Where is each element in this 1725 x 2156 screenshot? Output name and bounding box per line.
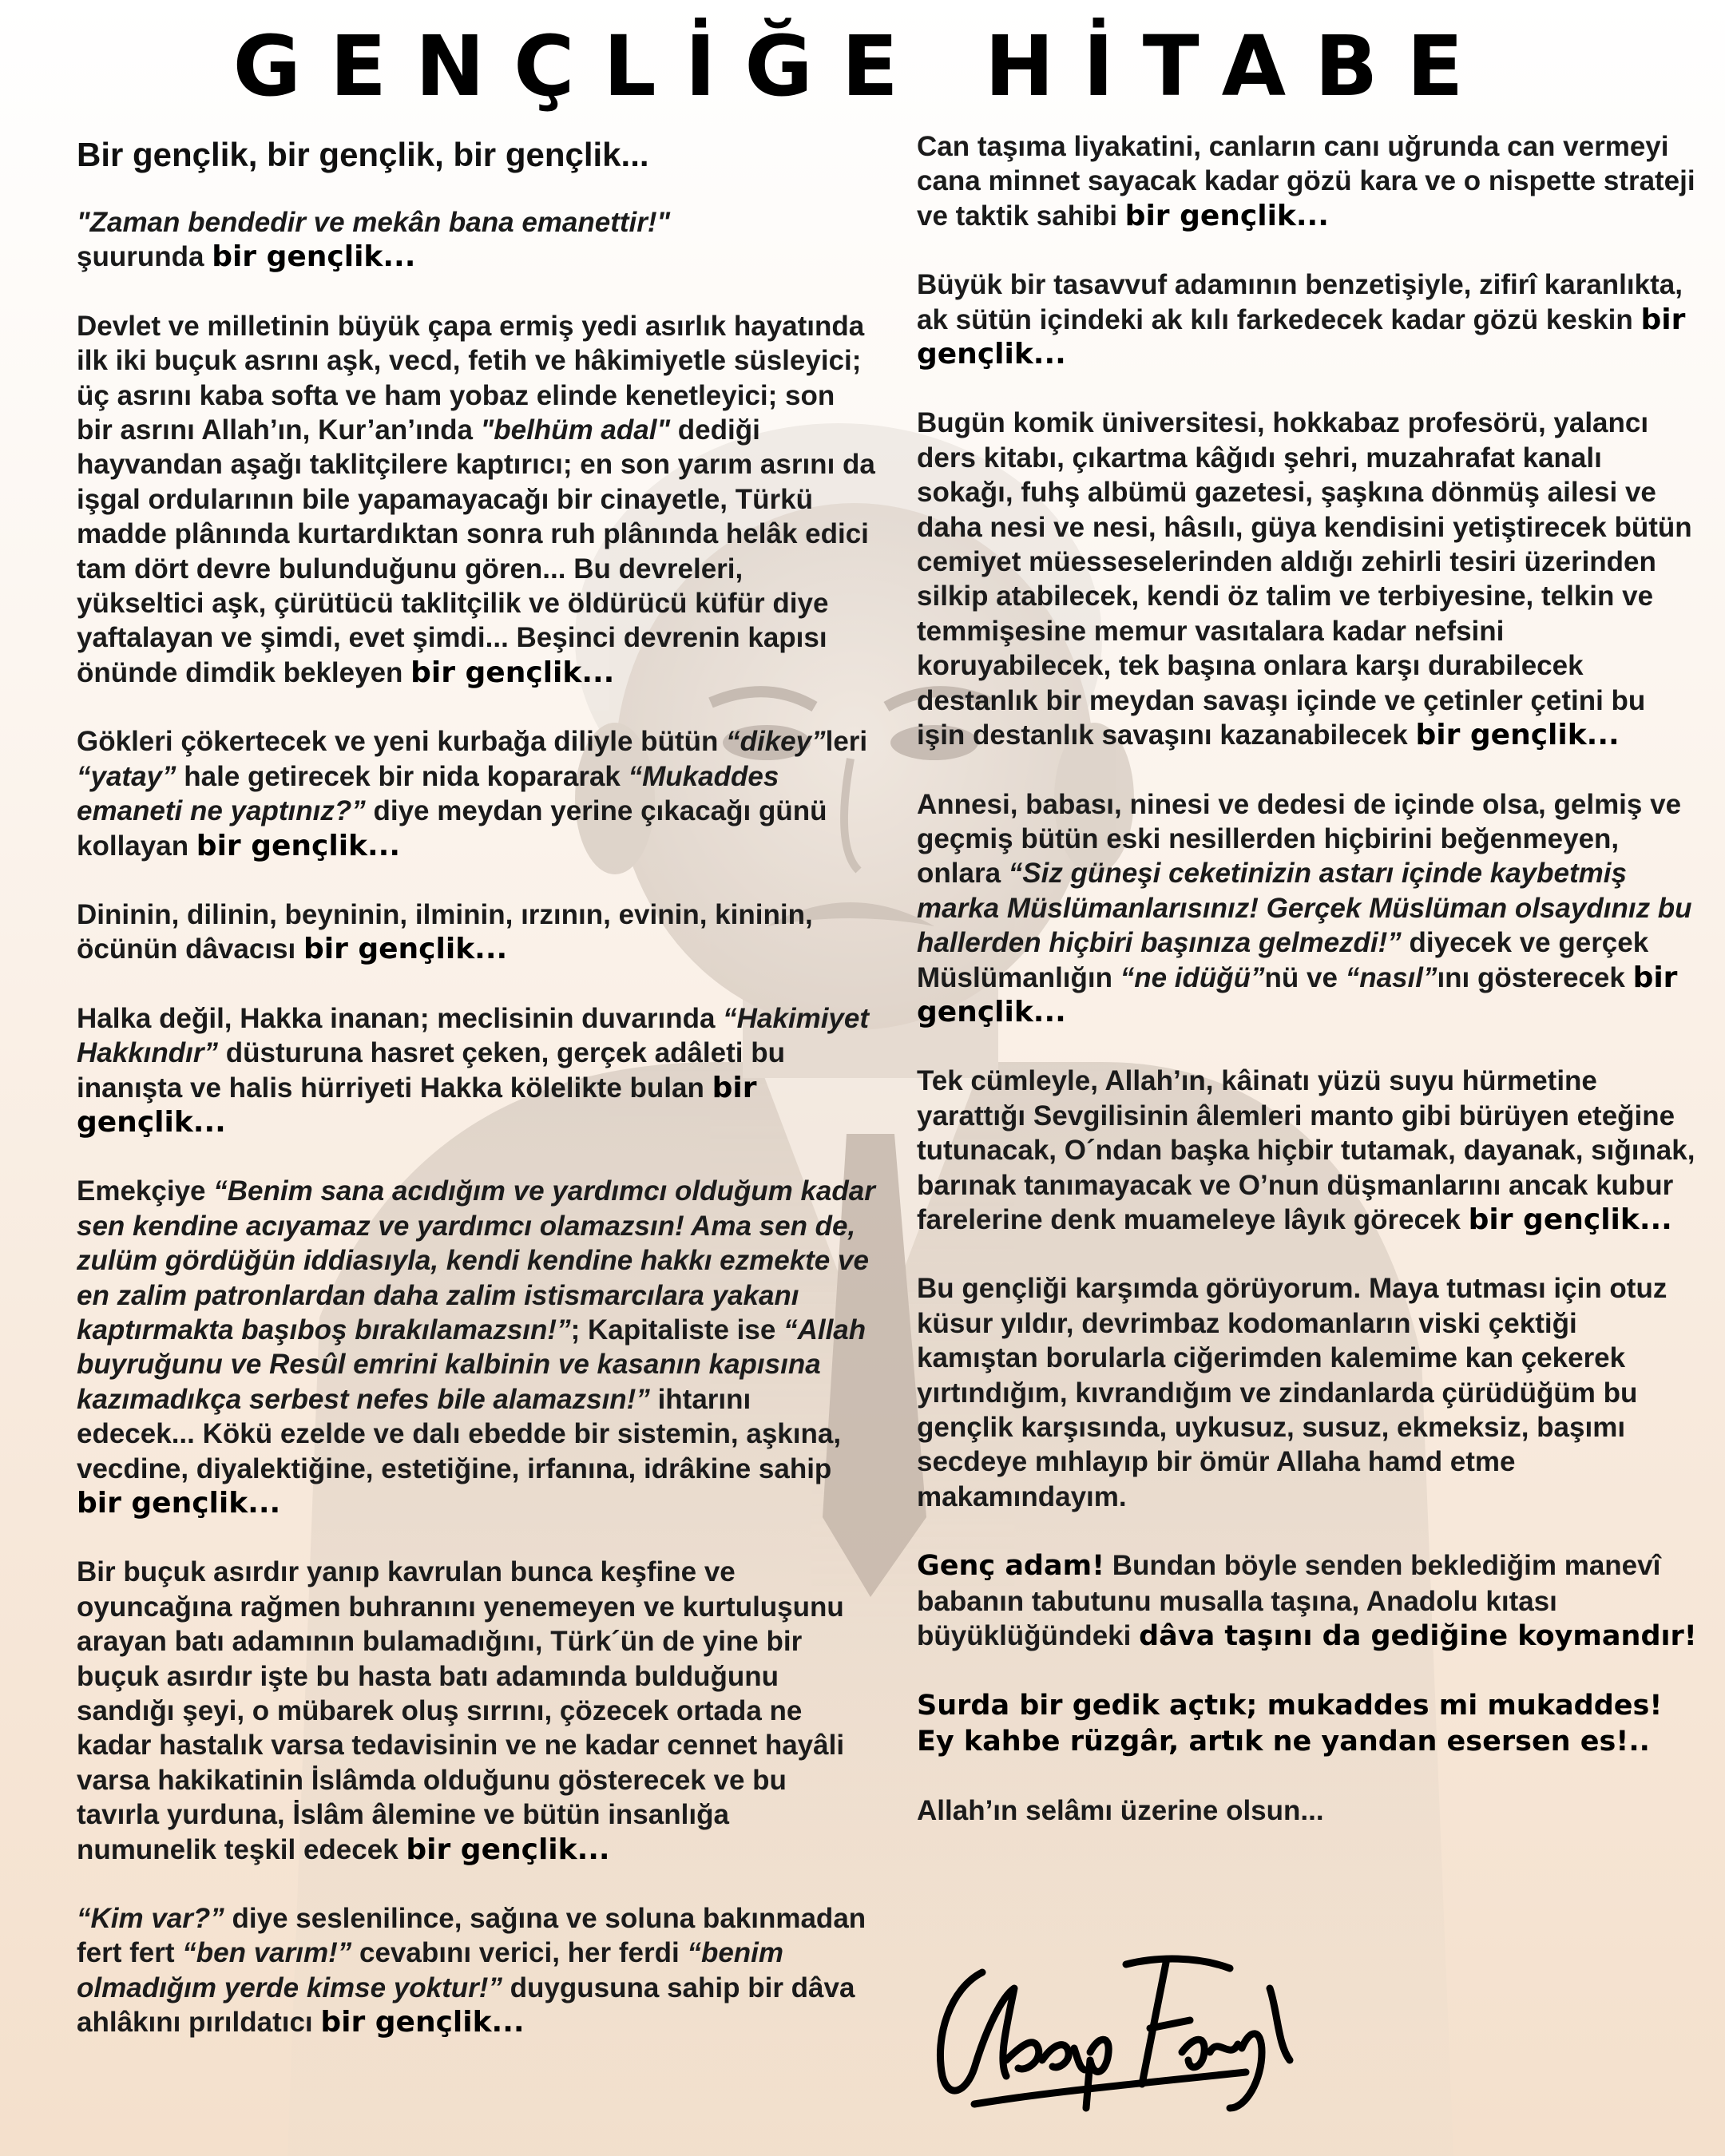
- paragraph-surda: [917, 1688, 1699, 1759]
- right-column: [917, 129, 1699, 1863]
- body-text: Tek cümleyle, Allah’ın, kâinatı yüzü suyu hürmetine yarattığı Sevgilisinin âlemleri manto gibi bürüyen eteğine tutunacak, O´ndan başka hiçbir tutamak, dayanak, sığınak, barınak tanımayacak ve O’nun düşmanlarını ancak kubur farelerine denk muameleye lâyık görecek: [917, 1065, 1695, 1235]
- body-text: diyecek ve gerçek Müslümanlığın: [917, 927, 1649, 993]
- emphasis-text: dâva taşını da gediğine koymandır!: [1139, 1620, 1697, 1653]
- refrain-bir-genclik: bir gençlik...: [1468, 1203, 1672, 1236]
- refrain-bir-genclik: bir gençlik...: [77, 1487, 281, 1520]
- paragraph-selam: [917, 1793, 1699, 1828]
- lead-line: Bir gençlik, bir gençlik, bir gençlik...: [77, 136, 649, 173]
- paragraph-tasavvuf: [917, 268, 1699, 371]
- body-text: ını gösterecek: [1437, 961, 1633, 993]
- refrain-bir-genclik: bir gençlik...: [320, 2006, 525, 2039]
- quote-text: “Benim sana acıdığım ve yardımcı olduğum kadar sen kendine acıyamaz ve yardımcı olamazsın! Ama sen de, zulüm gördüğün iddiasıyla, kendi kendine hakkı ezmekte ve en zalim patronlardan daha zalim istismarcılara yakanı kaptırmakta başıboş bırakılamazsın!”: [77, 1175, 875, 1346]
- quote-text: “ben varım!”: [182, 1937, 352, 1969]
- refrain-bir-genclik: bir gençlik...: [917, 961, 1678, 1028]
- paragraph-tek-cumleyle: [917, 1064, 1699, 1237]
- paragraph-halka: [77, 1001, 875, 1140]
- quote-text: “Mukaddes emaneti ne yaptınız?”: [77, 760, 779, 827]
- page-title: GENÇLİĞE HİTABE: [232, 18, 1493, 115]
- quote-text: “ne idüğü”: [1120, 961, 1265, 993]
- paragraph-devlet: [77, 309, 875, 690]
- quote-text: “yatay”: [77, 760, 176, 792]
- body-text: Can taşıma liyakatini, canların canı uğrunda can vermeyi cana minnet sayacak kadar gözü kara ve o nispette strateji ve taktik sahibi: [917, 131, 1695, 232]
- signature-image: [926, 1940, 1302, 2116]
- refrain-bir-genclik: bir gençlik...: [196, 829, 400, 862]
- body-text: Büyük bir tasavvuf adamının benzetişiyle, zifirî karanlıkta, ak sütün içindeki ak kılı farkedecek kadar gözü keskin: [917, 269, 1683, 335]
- quote-text: “Hakimiyet Hakkındır”: [77, 1002, 870, 1069]
- emphasis-text: Genç adam!: [917, 1550, 1105, 1583]
- paragraph-bugun: [917, 406, 1699, 752]
- quote-text: “benim olmadığım yerde kimse yoktur!”: [77, 1937, 784, 2003]
- body-text: şuurunda: [77, 241, 212, 273]
- paragraph-can-tasima: [917, 129, 1699, 233]
- paragraph-genc-adam: [917, 1548, 1699, 1654]
- refrain-bir-genclik: bir gençlik...: [77, 1071, 757, 1139]
- body-text: Bundan böyle senden beklediğim manevî babanın tabutunu musalla taşına, Anadolu kıtası büyüklüğündeki: [917, 1550, 1661, 1652]
- verse-line: Surda bir gedik açtık; mukaddes mi mukaddes!: [917, 1690, 1663, 1722]
- body-text: düsturuna hasret çeken, gerçek adâleti bu inanışta ve halis hürriyeti Hakka kölelikte bulan: [77, 1037, 785, 1104]
- body-text: ; Kapitaliste ise: [570, 1314, 784, 1346]
- paragraph-emekciye: [77, 1174, 875, 1520]
- body-text: Halka değil, Hakka inanan; meclisinin duvarında: [77, 1002, 724, 1034]
- body-text: duygusuna sahip bir dâva ahlâkını pırıldatıcı: [77, 1972, 855, 2039]
- refrain-bir-genclik: bir gençlik...: [303, 933, 508, 966]
- body-text: Bugün komik üniversitesi, hokkabaz profesörü, yalancı ders kitabı, çıkartma kâğıdı şehri, muzahrafat kanalı sokağı, fuhş albümü gazetesi, şaşkına dönmüş ailesi ve daha nesi ve nesi, hâsılı, güya kendisini yetiştirecek bütün cemiyet müesseselerinden aldığı zehirli tesiri üzerinden silkip atabilecek, kendi öz talim ve terbiyesine, telkin ve temmişesine memur vasıtalara kadar nefsini koruyabilecek, tek başına onlara karşı durabilecek destanlık bir meydan savaşı içinde ve çetinler çetini bu işin destanlık savaşını kazanabilecek: [917, 407, 1692, 751]
- body-text: Allah’ın selâmı üzerine olsun...: [917, 1795, 1324, 1827]
- paragraph-zaman: [77, 205, 875, 275]
- paragraph-annesi: [917, 787, 1699, 1030]
- body-text: diye meydan yerine çıkacağı günü kollayan: [77, 795, 827, 862]
- quote-text: “nasıl”: [1345, 961, 1438, 993]
- body-text: nü ve: [1264, 961, 1346, 993]
- refrain-bir-genclik: bir gençlik...: [1124, 199, 1329, 232]
- body-text: Emekçiye: [77, 1175, 214, 1207]
- quote-text: "Zaman bendedir ve mekân bana emanettir!": [77, 207, 671, 238]
- body-text: Dininin, dilinin, beyninin, ilminin, ırzının, evinin, kininin, öcünün dâvacısı: [77, 898, 813, 965]
- paragraph-kim-var: [77, 1901, 875, 2040]
- body-text: hale getirecek bir nida kopararak: [176, 760, 629, 792]
- body-text: diye seslenilince, sağına ve soluna bakınmadan fert fert: [77, 1903, 866, 1969]
- quote-text: “Kim var?”: [77, 1903, 224, 1935]
- quote-text: “Siz güneşi ceketinizin astarı içinde kaybetmiş marka Müslümanlarısınız! Gerçek Müslüman olsaydınız bu hallerden hiçbiri başınıza gelmezdi!”: [917, 858, 1692, 959]
- paragraph-dininin: [77, 898, 875, 967]
- paragraph-bir-bucuk: [77, 1555, 875, 1867]
- quote-text: “dikey”: [726, 726, 826, 758]
- body-text: leri: [825, 726, 868, 758]
- paragraph-bu-gencligi: [917, 1271, 1699, 1514]
- body-text: Annesi, babası, ninesi ve dedesi de içinde olsa, gelmiş ve geçmiş bütün eski nesillerden hiçbirini beğenmeyen, onlara: [917, 788, 1682, 890]
- refrain-bir-genclik: bir gençlik...: [406, 1833, 610, 1866]
- verse-line: Ey kahbe rüzgâr, artık ne yandan esersen es!..: [917, 1725, 1650, 1758]
- refrain-bir-genclik: bir gençlik...: [410, 656, 615, 689]
- quote-text: "belhüm adal": [480, 414, 671, 446]
- refrain-bir-genclik: bir gençlik...: [212, 240, 416, 274]
- body-text: dediği hayvandan aşağı taklitçilere kaptırıcı; en son yarım asrını da işgal ordularının bile yapamayacağı bir cinayetle, Türkü madde plânında kurtardıktan sonra ruh plânında helâk edici tam dört devre bulunduğunu gören... Bu devreleri, yükseltici aşk, çürütücü taklitçilik ve öldürücü küfür diye yaftalayan ve şimdi, evet şimdi... Beşinci devrenin kapısı önünde dimdik bekleyen: [77, 414, 875, 688]
- body-text: cevabını verici, her ferdi: [351, 1937, 688, 1969]
- body-text: ihtarını edecek... Kökü ezelde ve dalı ebedde bir sistemin, aşkına, vecdine, diyalektiğine, estetiğine, irfanına, idrâkine sahip: [77, 1383, 842, 1484]
- body-text: Devlet ve milletinin büyük çapa ermiş yedi asırlık hayatında ilk iki buçuk asrını aşk, vecd, fetih ve hâkimiyetle süsleyici; üç asrını kaba softa ve ham yobaz elinde kenetleyici; son bir asrını Allah’ın, Kur’an’ında: [77, 310, 865, 446]
- body-text: Bir buçuk asırdır yanıp kavrulan bunca keşfine ve oyuncağına rağmen buhranını yenemeyen ve kurtuluşunu arayan batı adamının bulamadığını, Türk´ün de yine bir buçuk asırdır işte bu hasta batı adamında bulduğunu sandığı şeyi, o mübarek oluş sırrını, çözecek ortada ne kadar hastalık varsa tedavisinin ve ne kadar cennet hayâli varsa hakikatinin İslâmda olduğunu gösterecek ve bu tavırla yurduna, İslâm âlemine ve bütün insanlığa numunelik teşkil edecek: [77, 1556, 845, 1865]
- quote-text: “Allah buyruğunu ve Resûl emrini kalbinin ve kasanın kapısına kazımadıkça serbest nefes bile alamazsın!”: [77, 1314, 866, 1415]
- left-column: [77, 124, 875, 2075]
- body-text: Gökleri çökertecek ve yeni kurbağa diliyle bütün: [77, 726, 727, 758]
- refrain-bir-genclik: bir gençlik...: [1415, 719, 1620, 752]
- body-text: Bu gençliği karşımda görüyorum. Maya tutması için otuz küsur yıldır, devrimbaz kodomanların viski çektiği kamıştan borularla ciğerimden kalemime kan çekerek yırtındığım, kıvrandığım ve zindanlarda çürüdüğüm bu gençlik karşısında, uykusuz, susuz, ekmeksiz, başımı secdeye mıhlayıp bir ömür Allaha hamd etme makamındayım.: [917, 1273, 1668, 1512]
- refrain-bir-genclik: bir gençlik...: [917, 303, 1686, 371]
- paragraph-gokleri: [77, 724, 875, 863]
